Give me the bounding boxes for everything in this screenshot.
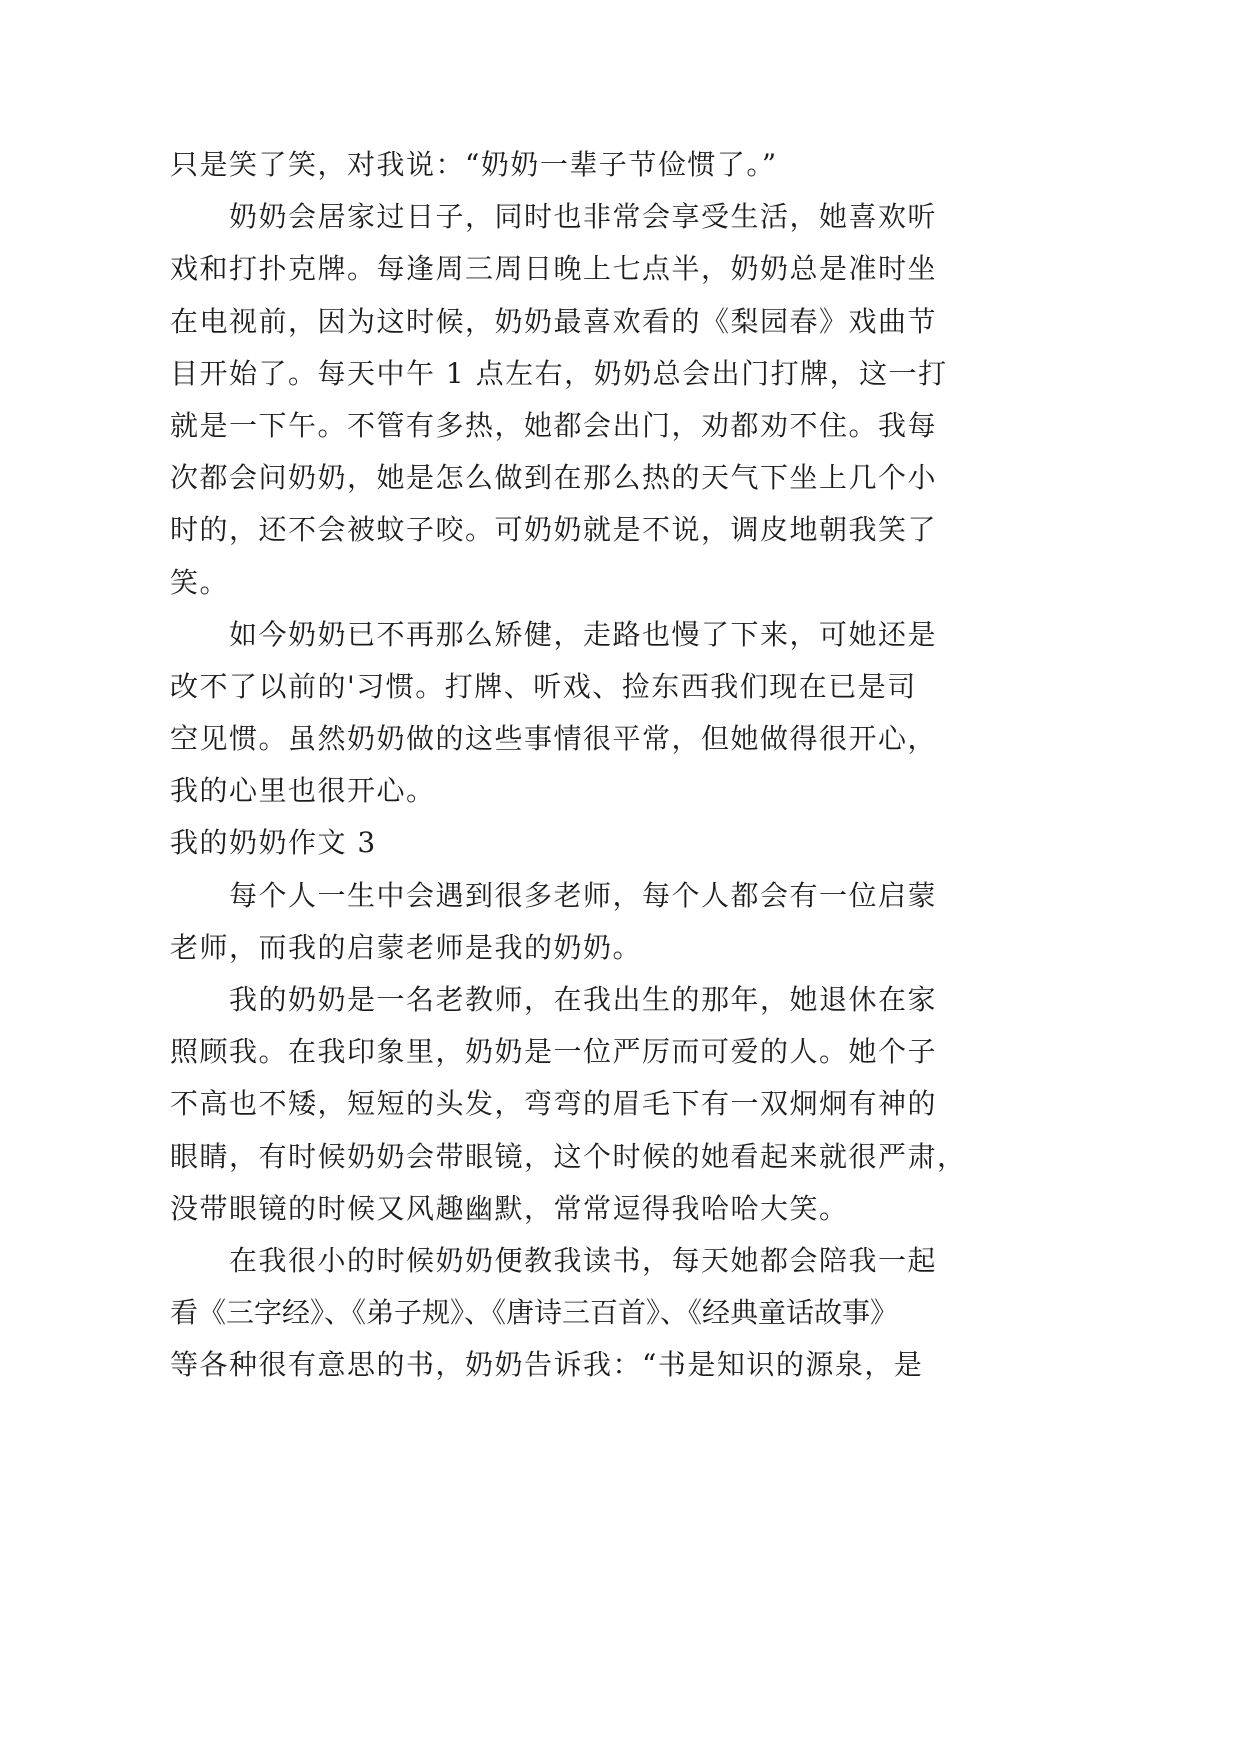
paragraph-line: 没带眼镜的时候又风趣幽默，常常逗得我哈哈大笑。 — [170, 1191, 849, 1225]
paragraph-line: 如今奶奶已不再那么矫健，走路也慢了下来，可她还是 — [229, 617, 938, 651]
paragraph-line: 次都会问奶奶，她是怎么做到在那么热的天气下坐上几个小 — [170, 461, 938, 495]
paragraph-line: 不高也不矮，短短的头发，弯弯的眉毛下有一双炯炯有神的 — [170, 1087, 938, 1121]
paragraph-line: 在我很小的时候奶奶便教我读书，每天她都会陪我一起 — [229, 1243, 938, 1277]
paragraph — [170, 191, 1070, 609]
paragraph-line: 就是一下午。不管有多热，她都会出门，劝都劝不住。我每 — [170, 408, 938, 442]
paragraph-line: 目开始了。每天中午 1 点左右，奶奶总会出门打牌，这一打 — [170, 356, 948, 390]
paragraph-line: 等各种很有意思的书，奶奶告诉我：“书是知识的源泉，是 — [170, 1348, 924, 1382]
paragraph-line: 改不了以前的'习惯。打牌、听戏、捡东西我们现在已是司 — [170, 669, 917, 703]
paragraph-line: 照顾我。在我印象里，奶奶是一位严厉而可爱的人。她个子 — [170, 1035, 938, 1069]
section-heading-block — [170, 817, 1070, 869]
paragraph — [170, 870, 1070, 974]
paragraph-line: 我的心里也很开心。 — [170, 774, 436, 808]
paragraph-line: 戏和打扑克牌。每逢周三周日晚上七点半，奶奶总是准时坐 — [170, 252, 938, 286]
section-heading: 我的奶奶作文 3 — [170, 826, 377, 860]
paragraph-line: 笑。 — [170, 565, 230, 599]
paragraph-line: 我的奶奶是一名老教师，在我出生的那年，她退休在家 — [229, 983, 938, 1016]
paragraph — [170, 609, 1070, 818]
paragraph-line: 老师，而我的启蒙老师是我的奶奶。 — [170, 930, 643, 964]
paragraph-line: 奶奶会居家过日子，同时也非常会享受生活，她喜欢听 — [229, 200, 938, 234]
document-body — [170, 139, 1070, 1392]
paragraph-line: 空见惯。虽然奶奶做的这些事情很平常，但她做得很开心， — [170, 722, 938, 756]
paragraph-line: 眼睛，有时候奶奶会带眼镜，这个时候的她看起来就很严肃， — [170, 1139, 967, 1173]
paragraph-line: 看《三字经》、《弟子规》、《唐诗三百首》、《经典童话故事》 — [170, 1296, 899, 1330]
paragraph — [170, 139, 1070, 191]
paragraph — [170, 1235, 1070, 1392]
paragraph-line: 只是笑了笑，对我说：“奶奶一辈子节俭惯了。” — [170, 148, 778, 181]
paragraph-line: 在电视前，因为这时候，奶奶最喜欢看的《梨园春》戏曲节 — [170, 304, 938, 338]
paragraph — [170, 974, 1070, 1235]
paragraph-line: 时的，还不会被蚊子咬。可奶奶就是不说，调皮地朝我笑了 — [170, 513, 938, 547]
paragraph-line: 每个人一生中会遇到很多老师，每个人都会有一位启蒙 — [229, 878, 938, 912]
